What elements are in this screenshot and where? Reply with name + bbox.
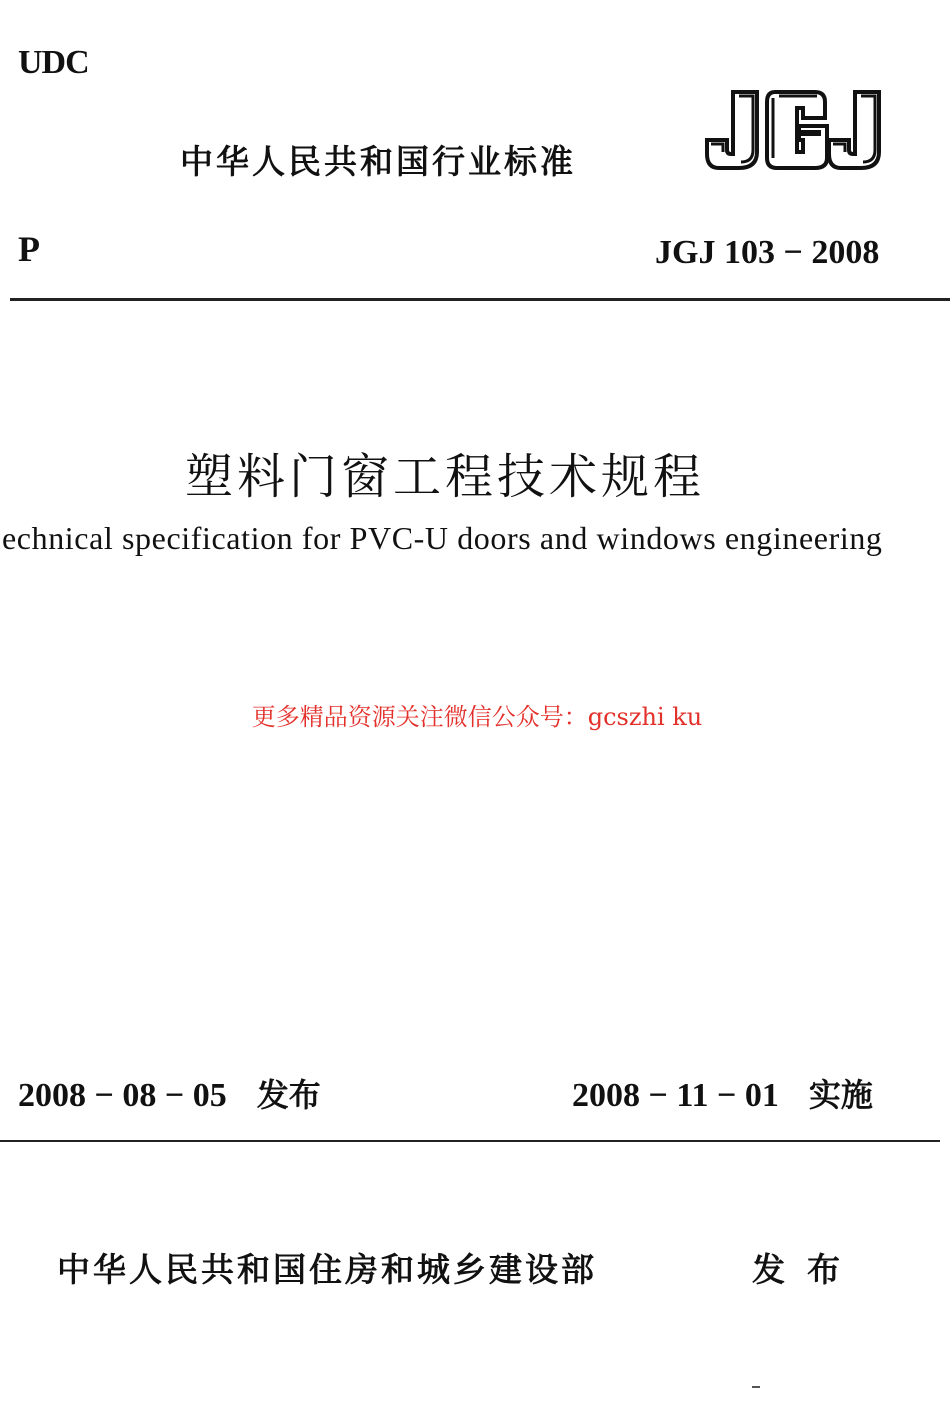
classification-code: P	[18, 229, 40, 269]
jgj-logo	[705, 88, 883, 172]
bottom-divider	[0, 1140, 940, 1142]
document-title-english: echnical specification for PVC-U doors and windows engineering	[2, 520, 883, 556]
standard-number: JGJ 103 − 2008	[655, 234, 880, 271]
standard-type-heading: 中华人民共和国行业标准	[180, 142, 576, 181]
issue-date-block	[18, 1070, 321, 1116]
document-title-chinese: 塑料门窗工程技术规程	[184, 449, 705, 505]
issue-label: 发布	[256, 1076, 321, 1114]
scan-speck	[752, 1386, 760, 1388]
udc-label: UDC	[18, 44, 89, 81]
implementation-label: 实施	[808, 1076, 873, 1114]
logo-letter-j2	[829, 92, 879, 168]
logo-letter-j1	[707, 92, 757, 168]
issue-date: 2008 − 08 − 05	[18, 1077, 227, 1114]
publish-label: 发布	[752, 1250, 862, 1289]
implementation-date: 2008 − 11 − 01	[572, 1077, 779, 1114]
top-divider	[10, 298, 950, 301]
watermark-notice: 更多精品资源关注微信公众号：gcszhi ku	[251, 703, 703, 731]
implementation-date-block	[572, 1070, 873, 1116]
logo-letter-g	[767, 92, 827, 168]
publisher-name: 中华人民共和国住房和城乡建设部	[57, 1250, 597, 1289]
